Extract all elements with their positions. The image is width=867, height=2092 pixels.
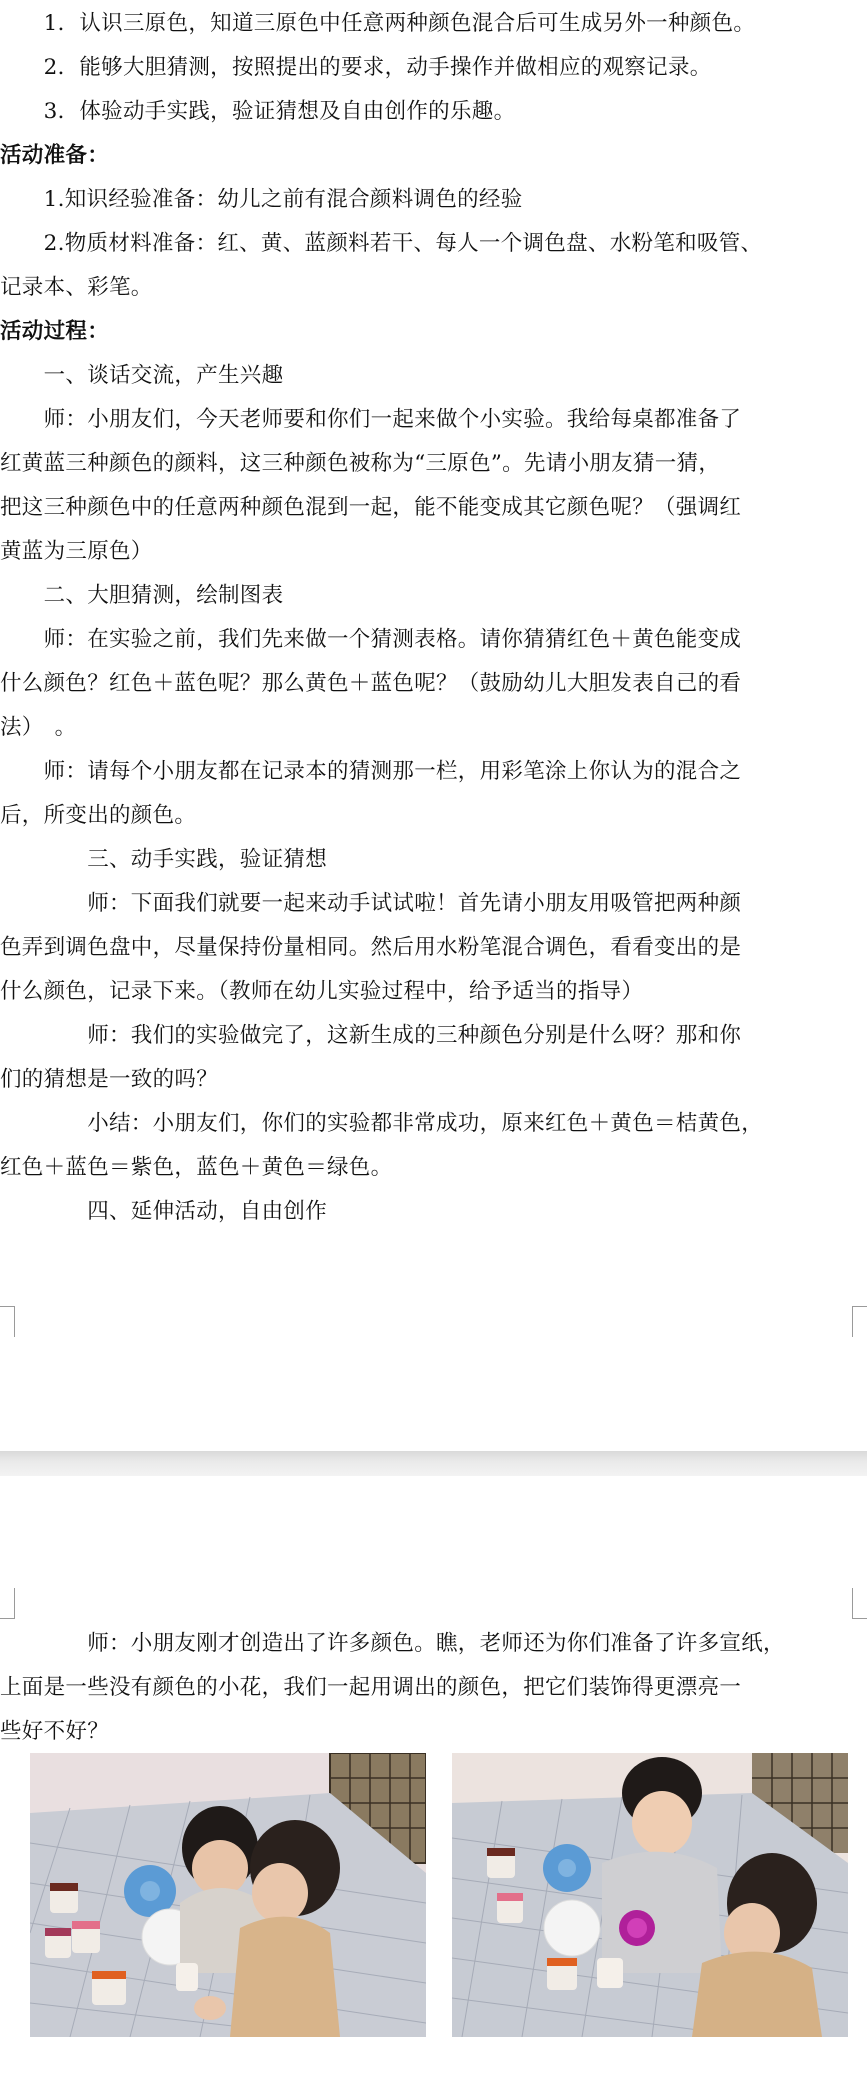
section-heading: 活动准备： (0, 143, 110, 168)
text-line: 些好不好？ (0, 1719, 110, 1744)
text-line: 三、动手实践，验证猜想 (0, 847, 328, 872)
text-line: 记录本、彩笔。 (0, 275, 153, 300)
text-line: 师：在实验之前，我们先来做一个猜测表格。请你猜猜红色＋黄色能变成 (0, 627, 742, 652)
activity-photo-right (452, 1753, 848, 2037)
text-line: 一、谈话交流，产生兴趣 (0, 363, 284, 388)
page-corner-mark (0, 1306, 15, 1337)
text-line: 2.物质材料准备：红、黄、蓝颜料若干、每人一个调色盘、水粉笔和吸管、 (0, 231, 763, 256)
text-line: 黄蓝为三原色） (0, 539, 153, 564)
text-line: 1.知识经验准备：幼儿之前有混合颜料调色的经验 (0, 187, 523, 212)
text-line: 四、延伸活动，自由创作 (0, 1199, 328, 1224)
text-line: 红色＋蓝色＝紫色，蓝色＋黄色＝绿色。 (0, 1155, 393, 1180)
text-line: 后，所变出的颜色。 (0, 803, 197, 828)
text-line: 们的猜想是一致的吗？ (0, 1067, 219, 1092)
page-corner-mark (0, 1588, 15, 1619)
activity-photo-left (30, 1753, 426, 2037)
page-separator (0, 1451, 867, 1476)
text-line: 师：小朋友刚才创造出了许多颜色。瞧，老师还为你们准备了许多宣纸， (0, 1631, 785, 1656)
text-line: 把这三种颜色中的任意两种颜色混到一起，能不能变成其它颜色呢？（强调红 (0, 495, 742, 520)
text-line: 什么颜色？红色＋蓝色呢？那么黄色＋蓝色呢？（鼓励幼儿大胆发表自己的看 (0, 671, 742, 696)
document-page-2 (0, 1476, 867, 2092)
page-corner-mark (852, 1306, 867, 1337)
text-line: 什么颜色，记录下来。（教师在幼儿实验过程中，给予适当的指导） (0, 979, 644, 1004)
section-heading: 活动过程： (0, 319, 110, 344)
text-line: 1．认识三原色，知道三原色中任意两种颜色混合后可生成另外一种颜色。 (0, 11, 756, 36)
text-line: 师：请每个小朋友都在记录本的猜测那一栏，用彩笔涂上你认为的混合之 (0, 759, 742, 784)
text-line: 3．体验动手实践，验证猜想及自由创作的乐趣。 (0, 99, 516, 124)
text-line: 红黄蓝三种颜色的颜料，这三种颜色被称为“三原色”。先请小朋友猜一猜， (0, 451, 721, 476)
text-line: 色弄到调色盘中，尽量保持份量相同。然后用水粉笔混合调色，看看变出的是 (0, 935, 742, 960)
text-line: 上面是一些没有颜色的小花，我们一起用调出的颜色，把它们装饰得更漂亮一 (0, 1675, 742, 1700)
text-line: 师：下面我们就要一起来动手试试啦！首先请小朋友用吸管把两种颜 (0, 891, 742, 916)
text-line: 师：我们的实验做完了，这新生成的三种颜色分别是什么呀？那和你 (0, 1023, 742, 1048)
text-line: 小结：小朋友们，你们的实验都非常成功，原来红色＋黄色＝桔黄色， (0, 1111, 764, 1136)
text-line: 2．能够大胆猜测，按照提出的要求，动手操作并做相应的观察记录。 (0, 55, 712, 80)
page-corner-mark (852, 1588, 867, 1619)
text-line: 二、大胆猜测，绘制图表 (0, 583, 284, 608)
text-line: 法） 。 (0, 715, 77, 740)
text-line: 师：小朋友们，今天老师要和你们一起来做个小实验。我给每桌都准备了 (0, 407, 742, 432)
